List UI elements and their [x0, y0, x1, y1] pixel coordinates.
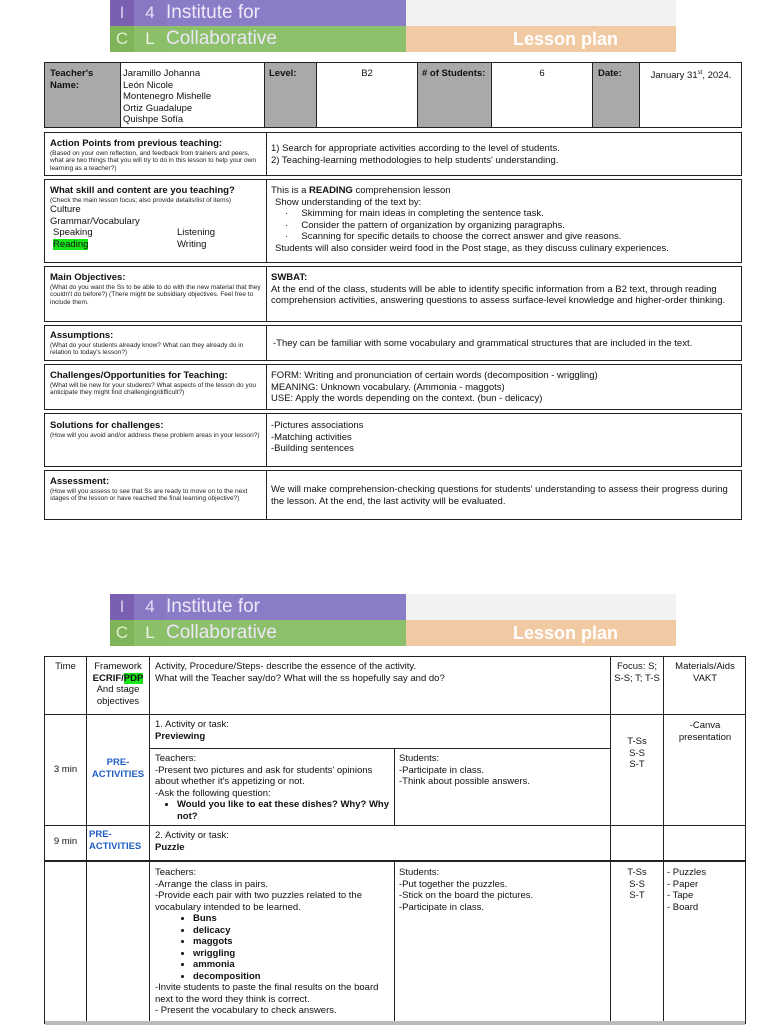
materials-header: Materials/Aids VAKT [675, 661, 735, 684]
teacher-info-table [44, 62, 742, 128]
activity1-students: Students: -Participate in class. -Think about possible answers. [399, 753, 530, 787]
activity2-focus: T-Ss S-S S-T [627, 867, 647, 901]
activity1-teachers: Teachers: -Present two pictures and ask for students' opinions about whether it's appetizing or not. -Ask the following question: • Would you like to eat these dishes? Why? Why not? [155, 753, 391, 822]
activity2-time: 9 min [53, 836, 78, 847]
main-objectives-row: Main Objectives: (What do you want the Ss to be able to do with the new material that they couldn't do before?) (There might be subsidiary objectives. Feel free to include them. SWBAT: At the end of the class, students will be able to identify specific information from a B2 text, through reading comprehension activities, answering questions to assess surface-level knowledge and higher-order thinking. [44, 266, 742, 322]
logo-number-4-2: 4 [134, 594, 166, 620]
header-banner-bottom [110, 594, 676, 646]
logo-letter-i: I [110, 0, 134, 26]
challenges-row: Challenges/Opportunities for Teaching: (What will be new for your students? What aspects of the lesson do you anticipate they might find challenging/difficult?) FORM: Writing and pronunciation of certain words (decomposition - wriggling) MEANING: Unknown vocabulary. (Ammonia - maggots) USE: Apply the words depending on the context. (bun - delicacy) [44, 364, 742, 410]
activity2-title: 2. Activity or task: Puzzle [155, 830, 229, 853]
header-banner-top [110, 0, 676, 52]
banner-blank [406, 0, 676, 26]
activity2-stage: PRE-ACTIVITIES [89, 829, 142, 852]
institute-line: Institute for [166, 0, 406, 26]
collaborative-line-2: Collaborative [166, 620, 406, 646]
logo-letter-i-2: I [110, 594, 134, 620]
solutions-row: Solutions for challenges: (How will you avoid and/or address these problem areas in your lesson?) -Pictures associations -Matching activities -Building sentences [44, 413, 742, 467]
procedure-table [44, 656, 746, 1024]
activity2-materials: - Puzzles - Paper - Tape - Board [667, 867, 707, 913]
skill-content-row: What skill and content are you teaching? (Check the main lesson focus; also provide details/list of items) Culture Grammar/Vocabulary Speaking Listening Reading Writing This is a READING comprehension lesson Show understanding of the text by: · Skimming for main ideas in completing the sentence task. · Consider the pattern of organization by organizing paragraphs. · Scanning for specific details to choose the correct answer and give reasons. Students will also consider weird food in the Post stage, as they discuss culinary experiences. [44, 179, 742, 263]
students-label: # of Students: [422, 68, 486, 79]
time-header: Time [55, 661, 76, 672]
activity-header: Activity, Procedure/Steps- describe the essence of the activity. What will the Teacher say/do? What will the ss hopefully say and do? [155, 661, 445, 684]
teacher-names: Jaramillo Johanna León Nicole Montenegro Mishelle Ortiz Guadalupe Quishpe Sofía [123, 68, 212, 125]
level-value: B2 [361, 68, 373, 79]
focus-header: Focus: S; S-S; T; T-S [614, 661, 660, 684]
logo-number-4: 4 [134, 0, 166, 26]
activity1-focus: T-Ss S-S S-T [627, 736, 647, 770]
institute-line-2: Institute for [166, 594, 406, 620]
action-points-row: Action Points from previous teaching: (Based on your own reflection, and feedback from trainers and peers, what are two things that you will try to do in this lesson to help your own learning as a teacher?) 1) Search for appropriate activities according to the level of students. 2) Teaching-learning methodologies to help students' understanding. [44, 132, 742, 176]
level-label: Level: [269, 68, 297, 79]
reading-highlight: Reading [53, 238, 89, 250]
assumptions-row: Assumptions: (What do your students already know? What can they already do in relation to today's lesson?) -They can be familiar with some vocabulary and grammatical structures that are included in the text. [44, 325, 742, 361]
logo-letter-l-2: L [134, 620, 166, 646]
collaborative-line: Collaborative [166, 26, 406, 52]
date-value: January 31st, 2024. [650, 70, 732, 82]
framework-header: Framework ECRIF/PDP And stage objectives [92, 661, 144, 707]
date-label: Date: [598, 68, 622, 79]
logo-letter-c-2: C [110, 620, 134, 646]
students-value: 6 [539, 68, 545, 79]
logo-letter-c: C [110, 26, 134, 52]
activity2-teachers: Teachers: -Arrange the class in pairs. -Provide each pair with two puzzles related to the vocabulary intended to be learned. • Buns • delicacy • maggots • wriggling • ammonia • decomposition -Invite students to paste the final results on the board next to the word they think is correct. - Present the vocabulary to check answers. [155, 867, 391, 1017]
activity1-stage: PRE-ACTIVITIES [91, 757, 145, 780]
logo-letter-l: L [134, 26, 166, 52]
lesson-plan-title: Lesson plan [406, 26, 676, 52]
lesson-plan-title-2: Lesson plan [406, 620, 676, 646]
activity1-materials: -Canva presentation [678, 720, 732, 743]
banner-blank-2 [406, 594, 676, 620]
activity2-students: Students: -Put together the puzzles. -Stick on the board the pictures. -Participate in class. [399, 867, 534, 913]
assessment-row: Assessment: (How will you assess to see that Ss are ready to move on to the next stages of the lesson or have reached the final learning objective?) We will make comprehension-checking questions for students' understanding to assess their progress during the lesson. At the end, the last activity will be evaluated. [44, 470, 742, 520]
activity1-title: 1. Activity or task: Previewing [155, 719, 229, 742]
teacher-name-label: Teacher's Name: [50, 68, 94, 91]
activity1-time: 3 min [53, 764, 78, 775]
